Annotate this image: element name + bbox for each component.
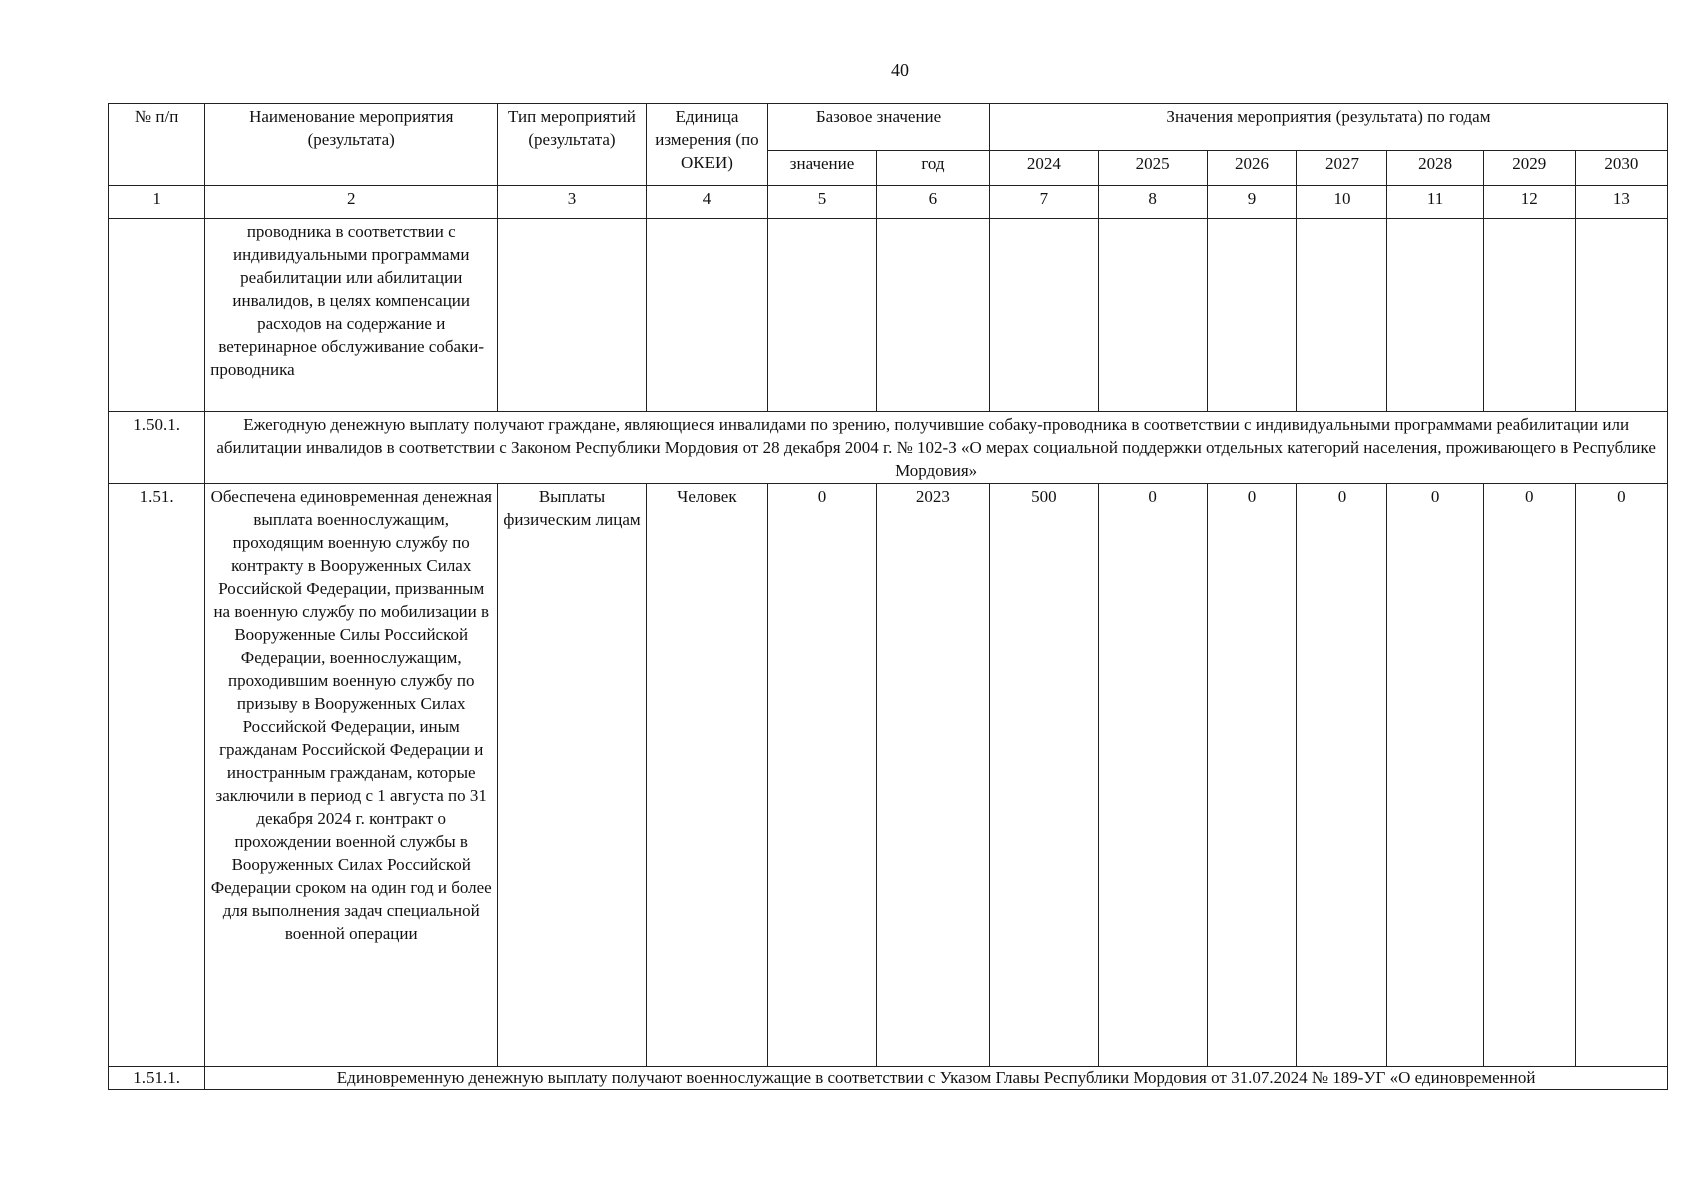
- empty-cell: [1387, 219, 1483, 412]
- col-number: 2: [205, 186, 498, 219]
- header-unit: Единица измерения (по ОКЕИ): [646, 104, 767, 186]
- header-year-2027: 2027: [1297, 151, 1387, 186]
- header-year-2028: 2028: [1387, 151, 1483, 186]
- header-year-2026: 2026: [1207, 151, 1297, 186]
- column-numbers-row: [109, 186, 1668, 219]
- row-value-2030: 0: [1575, 484, 1667, 1067]
- col-number: 12: [1483, 186, 1575, 219]
- empty-cell: [1098, 219, 1207, 412]
- header-base-year: год: [876, 151, 989, 186]
- row-base-year: 2023: [876, 484, 989, 1067]
- row-value-2027: 0: [1297, 484, 1387, 1067]
- table-row: [109, 219, 1668, 412]
- col-number: 5: [768, 186, 877, 219]
- row-num: 1.51.1.: [109, 1067, 205, 1090]
- row-num: 1.51.: [109, 484, 205, 1067]
- row-value-2024: 500: [989, 484, 1098, 1067]
- page-number: 40: [891, 60, 909, 80]
- empty-cell: [646, 219, 767, 412]
- measures-table: [108, 103, 1668, 1090]
- header-year-2024: 2024: [989, 151, 1098, 186]
- header-row-1: [109, 104, 1668, 151]
- empty-cell: [1483, 219, 1575, 412]
- col-number: 13: [1575, 186, 1667, 219]
- header-year-2030: 2030: [1575, 151, 1667, 186]
- empty-cell: [1575, 219, 1667, 412]
- row-num-empty: [109, 219, 205, 412]
- empty-cell: [1297, 219, 1387, 412]
- header-year-2025: 2025: [1098, 151, 1207, 186]
- col-number: 10: [1297, 186, 1387, 219]
- row-name-continued: проводника в соответствии с индивидуальными программами реабилитации или абилитации инвалидов, в целях компенсации расходов на содержание и ветеринарное обслуживание собаки-проводника: [205, 219, 498, 412]
- empty-cell: [876, 219, 989, 412]
- header-num: № п/п: [109, 104, 205, 186]
- row-value-2026: 0: [1207, 484, 1297, 1067]
- row-type: Выплаты физическим лицам: [498, 484, 647, 1067]
- empty-cell: [498, 219, 647, 412]
- row-name: Обеспечена единовременная денежная выплата военнослужащим, проходящим военную службу по контракту в Вооруженных Силах Российской Федерации, призванным на военную службу по мобилизации в Вооруженные Силы Российской Федерации, военнослужащим, проходившим военную службу по призыву в Вооруженных Силах Российской Федерации, иным гражданам Российской Федерации и иностранным гражданам, которые заключили в период с 1 августа по 31 декабря 2024 г. контракт о прохождении военной службы в Вооруженных Силах Российской Федерации сроком на один год и более для выполнения задач специальной военной операции: [205, 484, 498, 1067]
- row-num: 1.50.1.: [109, 412, 205, 484]
- col-number: 1: [109, 186, 205, 219]
- row-note-text: Ежегодную денежную выплату получают граждане, являющиеся инвалидами по зрению, получившие собаку-проводника в соответствии с индивидуальными программами реабилитации или абилитации инвалидов в соответствии с Законом Республики Мордовия от 28 декабря 2004 г. № 102-З «О мерах социальной поддержки отдельных категорий населения, проживающего в Республике Мордовия»: [205, 412, 1668, 484]
- col-number: 7: [989, 186, 1098, 219]
- table-row: [109, 412, 1668, 484]
- col-number: 11: [1387, 186, 1483, 219]
- header-year-2029: 2029: [1483, 151, 1575, 186]
- row-value-2029: 0: [1483, 484, 1575, 1067]
- header-base-value: значение: [768, 151, 877, 186]
- empty-cell: [768, 219, 877, 412]
- row-value-2028: 0: [1387, 484, 1483, 1067]
- row-unit: Человек: [646, 484, 767, 1067]
- row-value-2025: 0: [1098, 484, 1207, 1067]
- header-base: Базовое значение: [768, 104, 990, 151]
- col-number: 8: [1098, 186, 1207, 219]
- row-note-text: Единовременную денежную выплату получают военнослужащие в соответствии с Указом Главы Республики Мордовия от 31.07.2024 № 189-УГ «О единовременной: [205, 1067, 1668, 1090]
- empty-cell: [1207, 219, 1297, 412]
- col-number: 4: [646, 186, 767, 219]
- row-base-value: 0: [768, 484, 877, 1067]
- header-years: Значения мероприятия (результата) по годам: [989, 104, 1667, 151]
- col-number: 9: [1207, 186, 1297, 219]
- header-name: Наименование мероприятия (результата): [205, 104, 498, 186]
- table-row: [109, 484, 1668, 1067]
- table-row: [109, 1067, 1668, 1090]
- empty-cell: [989, 219, 1098, 412]
- col-number: 6: [876, 186, 989, 219]
- header-type: Тип мероприятий (результата): [498, 104, 647, 186]
- col-number: 3: [498, 186, 647, 219]
